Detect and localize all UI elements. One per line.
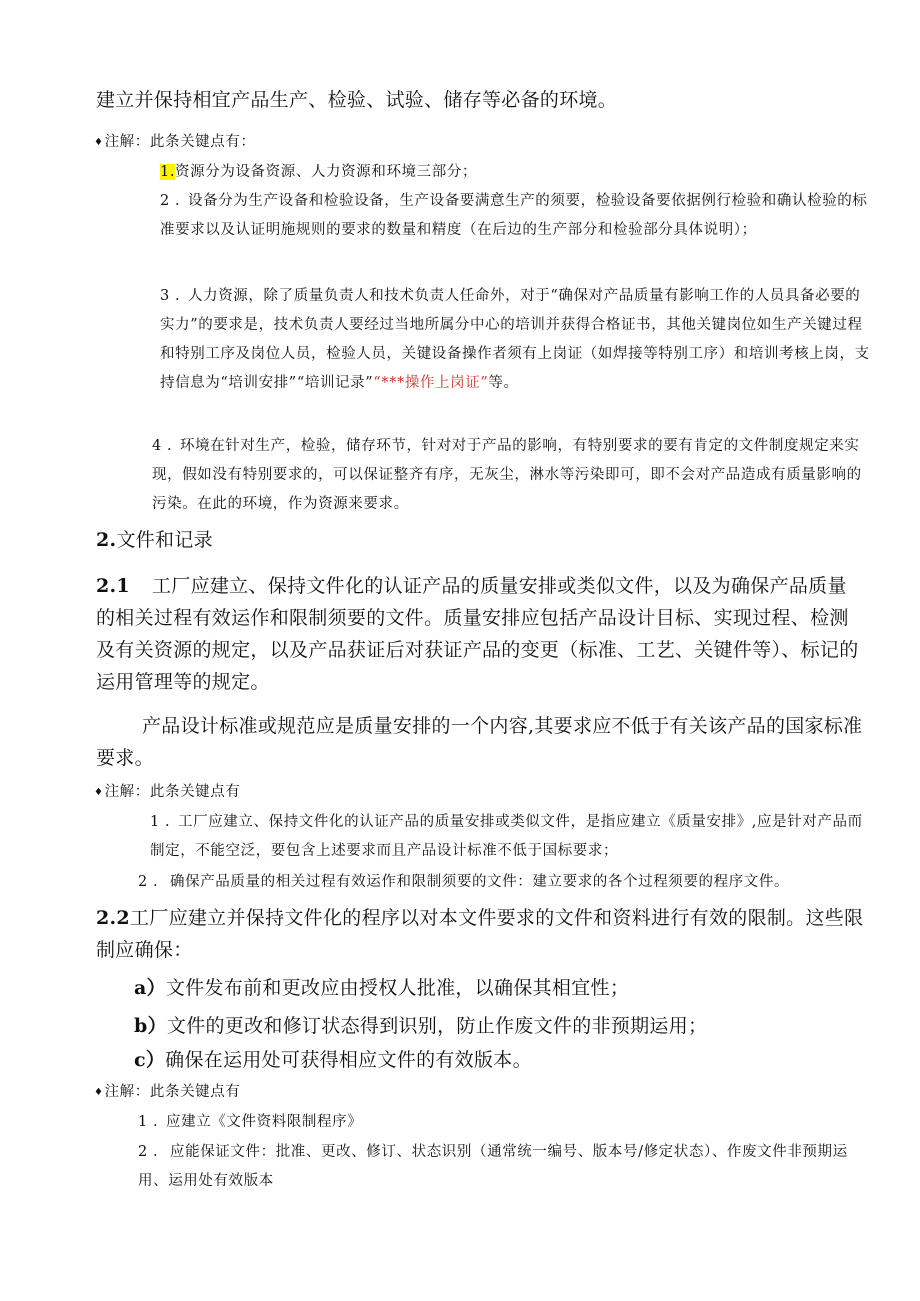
clause-2-2-item-c: c）确保在运用处可获得相应文件的有效版本。 xyxy=(134,1049,532,1071)
section-2-heading: 2.文件和记录 xyxy=(96,529,213,551)
red-highlight-text: “***操作上岗证” xyxy=(373,375,489,391)
clause-2-2: 2.2工厂应建立并保持文件化的程序以对本文件要求的文件和资料进行有效的限制。这些限制应确保： xyxy=(96,907,864,961)
note2-label: ♦注解：此条关键点有 xyxy=(94,784,241,800)
clause-2-1-para2: 产品设计标准或规范应是质量安排的一个内容,其要求应不低于有关该产品的国家标准要求。 xyxy=(96,715,863,769)
diamond-bullet-icon: ♦ xyxy=(94,787,104,798)
intro-paragraph: 建立并保持相宜产品生产、检验、试验、储存等必备的环境。 xyxy=(96,89,618,111)
clause-2-2-item-a: a）文件发布前和更改应由授权人批准，以确保其相宜性； xyxy=(134,977,630,999)
note1-item-1: 1.资源分为设备资源、人力资源和环境三部分； xyxy=(160,164,478,180)
diamond-bullet-icon: ♦ xyxy=(94,1087,104,1098)
note2-item-2: 2 . 确保产品质量的相关过程有效运作和限制须要的文件：建立要求的各个过程须要的程序文件。 xyxy=(138,874,790,890)
note2-item-1: 1 . 工厂应建立、保持文件化的认证产品的质量安排或类似文件，是指应建立《质量安排》,应是针对产品而制定，不能空泛，要包含上述要求而且产品设计标准不低于国标要求； xyxy=(150,814,863,859)
note1-item-2: 2 . 设备分为生产设备和检验设备，生产设备要满意生产的须要，检验设备要依据例行检验和确认检验的标准要求以及认证明施规则的要求的数量和精度（在后边的生产部分和检验部分具体说明）； xyxy=(160,193,868,238)
note1-item-3: 3 . 人力资源，除了质量负责人和技术负责人任命外，对于“确保对产品质量有影响工作的人员具备必要的实力”的要求是，技术负责人要经过当地所属分中心的培训并获得合格证书，其他关键岗位如生产关键过程和特别工序及岗位人员，检验人员，关键设备操作者须有上岗证（如焊接等特别工序）和培训考核上岗，支持信息为“培训安排”“培训记录”“***操作上岗证”等。 xyxy=(160,288,870,391)
note3-item-2: 2 . 应能保证文件：批准、更改、修订、状态识别（通常统一编号、版本号/修定状态）、作废文件非预期运用、运用处有效版本 xyxy=(138,1144,848,1189)
note3-item-1: 1 . 应建立《文件资料限制程序》 xyxy=(138,1114,363,1130)
clause-2-2-item-b: b）文件的更改和修订状态得到识别，防止作废文件的非预期运用； xyxy=(134,1015,708,1037)
clause-2-1: 2.1 工厂应建立、保持文件化的认证产品的质量安排或类似文件，以及为确保产品质量的相关过程有效运作和限制须要的文件。质量安排应包括产品设计目标、实现过程、检测及有关资源的规定，以及产品获证后对获证产品的变更（标准、工艺、关键件等）、标记的运用管理等的规定。 xyxy=(96,575,859,693)
note1-item-4: 4 . 环境在针对生产，检验，储存环节，针对对于产品的影响，有特别要求的要有肯定的文件制度规定来实现，假如没有特别要求的，可以保证整齐有序，无灰尘，淋水等污染即可，即不会对产品造成有质量影响的污染。在此的环境，作为资源来要求。 xyxy=(152,438,862,512)
note3-label: ♦注解：此条关键点有 xyxy=(94,1084,241,1100)
highlighted-number: 1. xyxy=(160,164,176,180)
note1-label: ♦注解：此条关键点有： xyxy=(94,134,256,150)
diamond-bullet-icon: ♦ xyxy=(94,137,104,148)
